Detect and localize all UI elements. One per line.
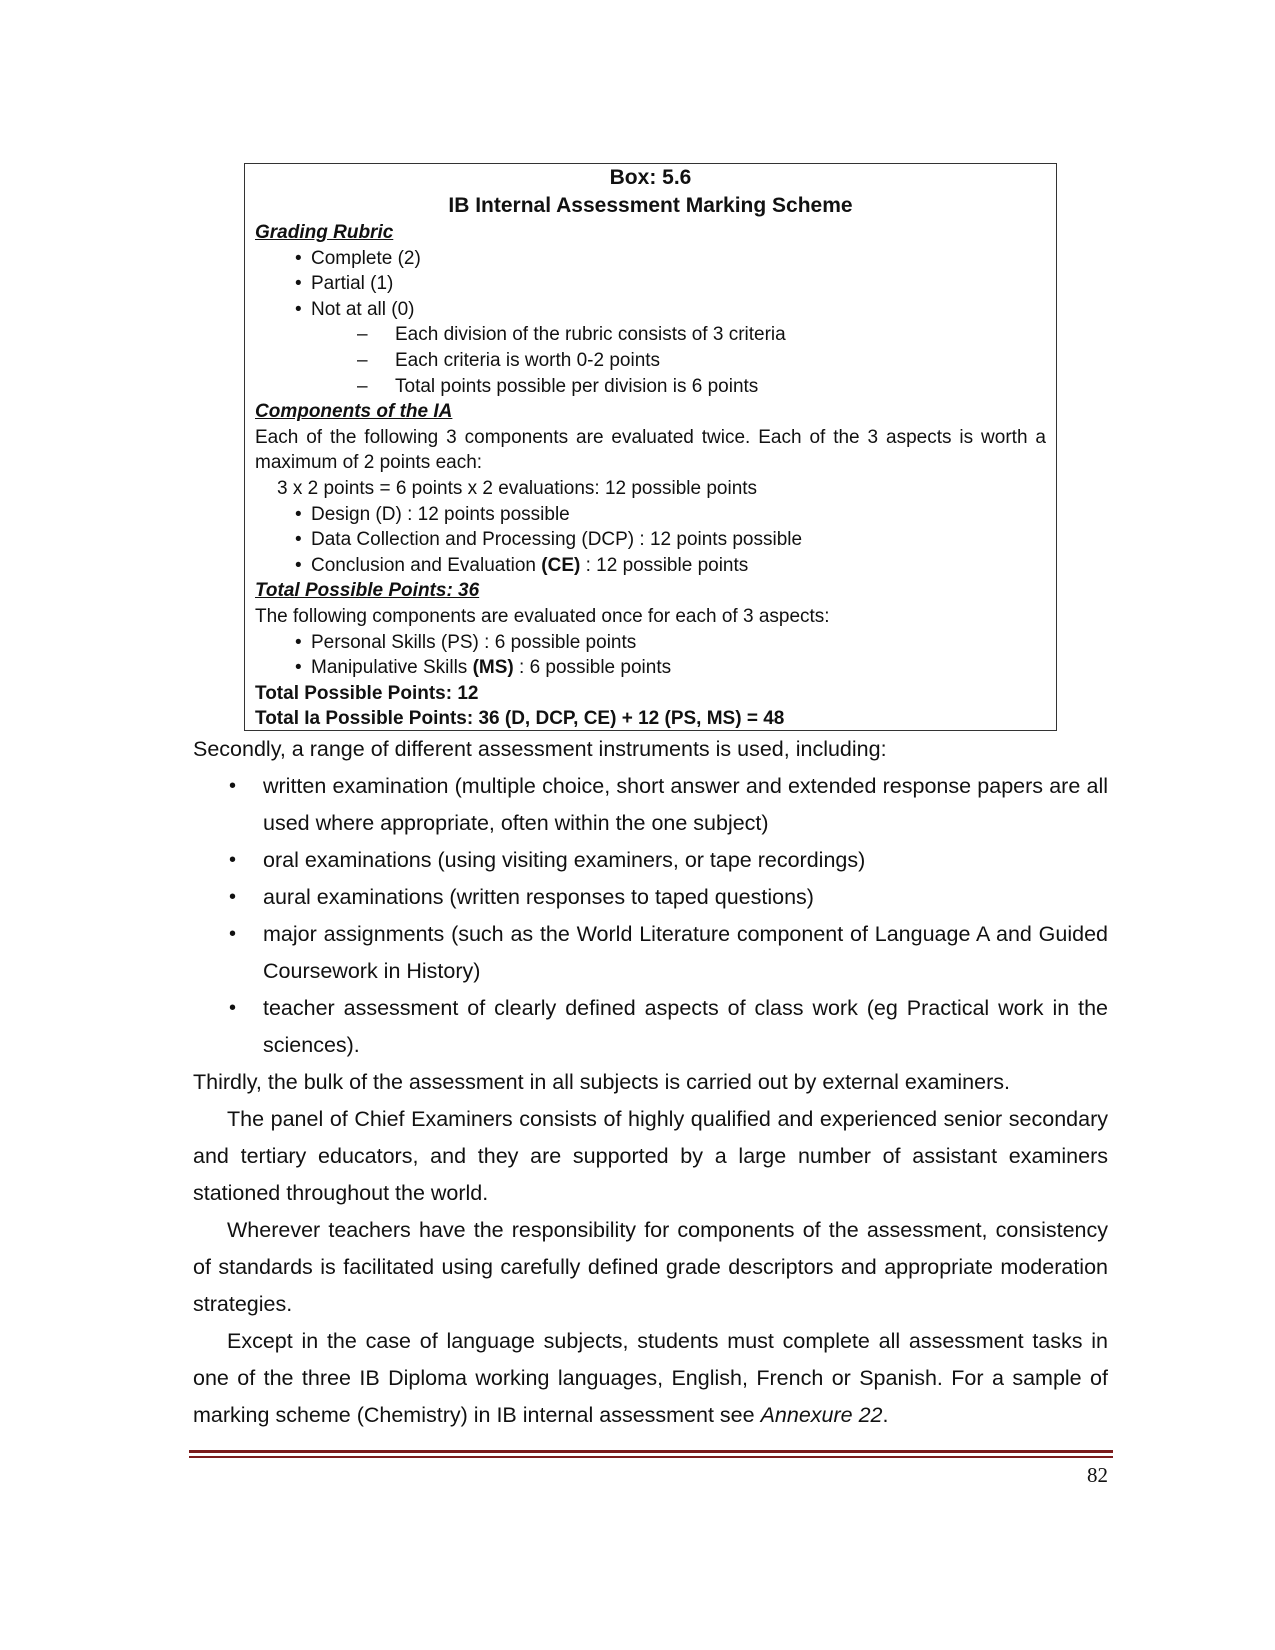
once-text: The following components are evaluated once for each of 3 aspects: (255, 605, 830, 627)
thirdly-paragraph: Thirdly, the bulk of the assessment in all subjects is carried out by external examiners. (193, 1070, 1010, 1094)
total-ia: Total Ia Possible Points: 36 (D, DCP, CE) + 12 (PS, MS) = 48 (255, 708, 785, 730)
component-item-text: Conclusion and Evaluation (311, 554, 542, 576)
box-title: IB Internal Assessment Marking Scheme (448, 194, 853, 217)
footer-rule (189, 1450, 1113, 1458)
grading-subitem: – Each division of the rubric consists of 3 criteria (255, 322, 1046, 348)
grading-item: • Partial (1) (255, 271, 1046, 297)
languages-paragraph (193, 1323, 1108, 1434)
once-list (255, 630, 1046, 681)
components-text: Each of the following 3 components are evaluated twice. Each of the 3 aspects is worth a maximum of 2 points each: (255, 426, 1046, 474)
once-item-text: : 6 possible points (513, 657, 672, 679)
once-item (255, 655, 1046, 681)
grading-rubric-heading: Grading Rubric (255, 222, 394, 243)
component-item: • Data Collection and Processing (DCP) : 12 points possible (255, 527, 1046, 553)
total-36-heading: Total Possible Points: 36 (255, 580, 480, 602)
grading-subitem: – Total points possible per division is 6 points (255, 374, 1046, 400)
component-item (255, 553, 1046, 579)
component-item-text: : 12 possible points (580, 554, 749, 576)
annexure-reference: Annexure 22 (760, 1403, 883, 1427)
grading-item: • Complete (2) (255, 246, 1046, 272)
instrument-list (193, 768, 1108, 1064)
box-number: Box: 5.6 (609, 166, 692, 189)
instrument-item: • teacher assessment of clearly defined aspects of class work (eg Practical work in the sciences). (193, 990, 1108, 1064)
grading-subitem: – Each criteria is worth 0-2 points (255, 348, 1046, 374)
component-item: • Design (D) : 12 points possible (255, 502, 1046, 528)
languages-text-end: . (882, 1403, 889, 1427)
components-heading: Components of the IA (255, 401, 453, 423)
instrument-item: • written examination (multiple choice, short answer and extended response papers are all used where appropriate, often within the one subject) (193, 768, 1108, 842)
examiners-paragraph: The panel of Chief Examiners consists of highly qualified and experienced senior secondary and tertiary educators, and they are supported by a large number of assistant examiners stationed throughout the world. (193, 1107, 1108, 1205)
page-number: 82 (1087, 1463, 1108, 1487)
grading-item: • Not at all (0) (255, 297, 1046, 323)
languages-text: Except in the case of language subjects, students must complete all assessment tasks in one of the three IB Diploma working languages, English, French or Spanish. For a sample of marking scheme (Chemistry) in IB internal assessment see (193, 1329, 1108, 1427)
once-item-abbrev: (MS) (472, 657, 514, 679)
once-item-text: Manipulative Skills (311, 657, 473, 679)
instrument-item: • major assignments (such as the World Literature component of Language A and Guided Coursework in History) (193, 916, 1108, 990)
once-item: • Personal Skills (PS) : 6 possible points (255, 630, 1046, 656)
intro-paragraph: Secondly, a range of different assessment instruments is used, including: (193, 737, 887, 761)
body-text (193, 731, 1108, 1434)
marking-scheme-box (244, 163, 1057, 731)
components-list (255, 502, 1046, 579)
total-12: Total Possible Points: 12 (255, 682, 479, 704)
component-item-abbrev: (CE) (541, 554, 581, 576)
teachers-paragraph: Wherever teachers have the responsibility for components of the assessment, consistency of standards is facilitated using carefully defined grade descriptors and appropriate moderation strategies. (193, 1218, 1108, 1316)
instrument-item: • aural examinations (written responses to taped questions) (193, 879, 1108, 916)
components-formula: 3 x 2 points = 6 points x 2 evaluations: 12 possible points (277, 477, 758, 499)
grading-list (255, 246, 1046, 400)
instrument-item: • oral examinations (using visiting examiners, or tape recordings) (193, 842, 1108, 879)
